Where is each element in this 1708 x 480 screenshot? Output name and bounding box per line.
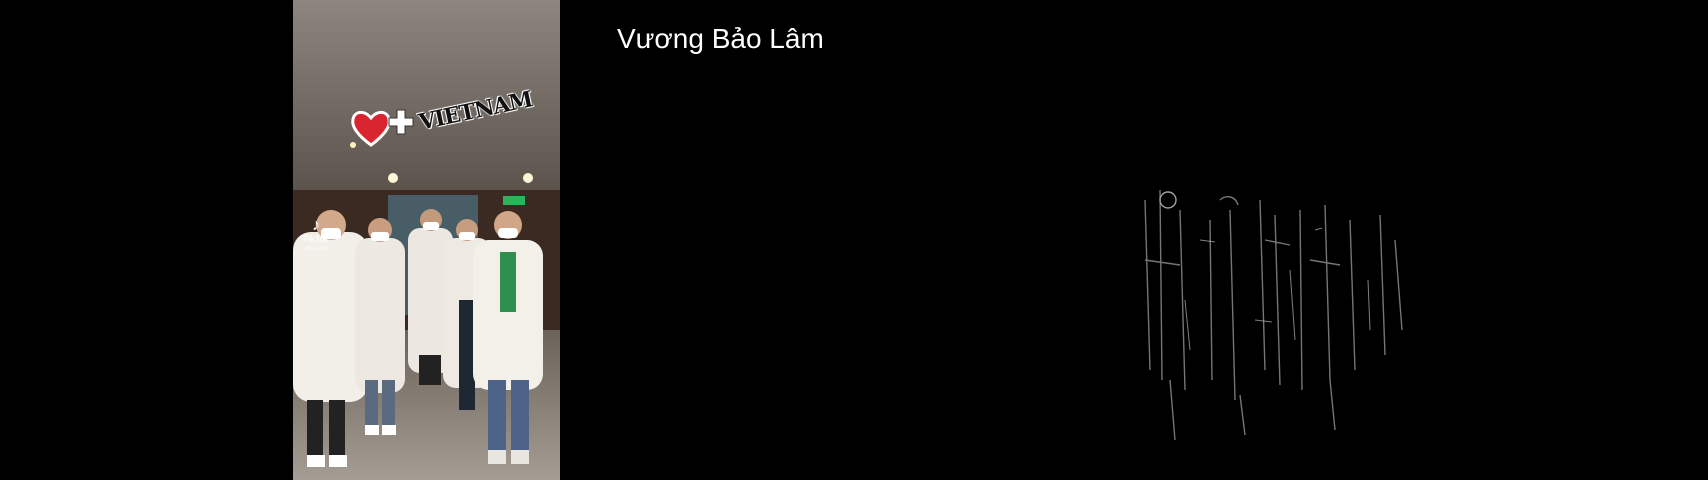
caption-text: Vương Bảo Lâm xyxy=(617,23,824,54)
tiktok-watermark xyxy=(296,218,336,254)
edge-outline-figures xyxy=(1140,180,1420,450)
tiktok-brand: TikTok xyxy=(303,234,329,244)
tiktok-handle: @ban_trai xyxy=(304,246,328,252)
motion-outline-overlay xyxy=(1140,180,1420,450)
tiktok-note-icon: ♪ xyxy=(312,217,320,234)
sticker-text: VIETNAM xyxy=(416,86,535,136)
video-frame xyxy=(293,0,560,480)
